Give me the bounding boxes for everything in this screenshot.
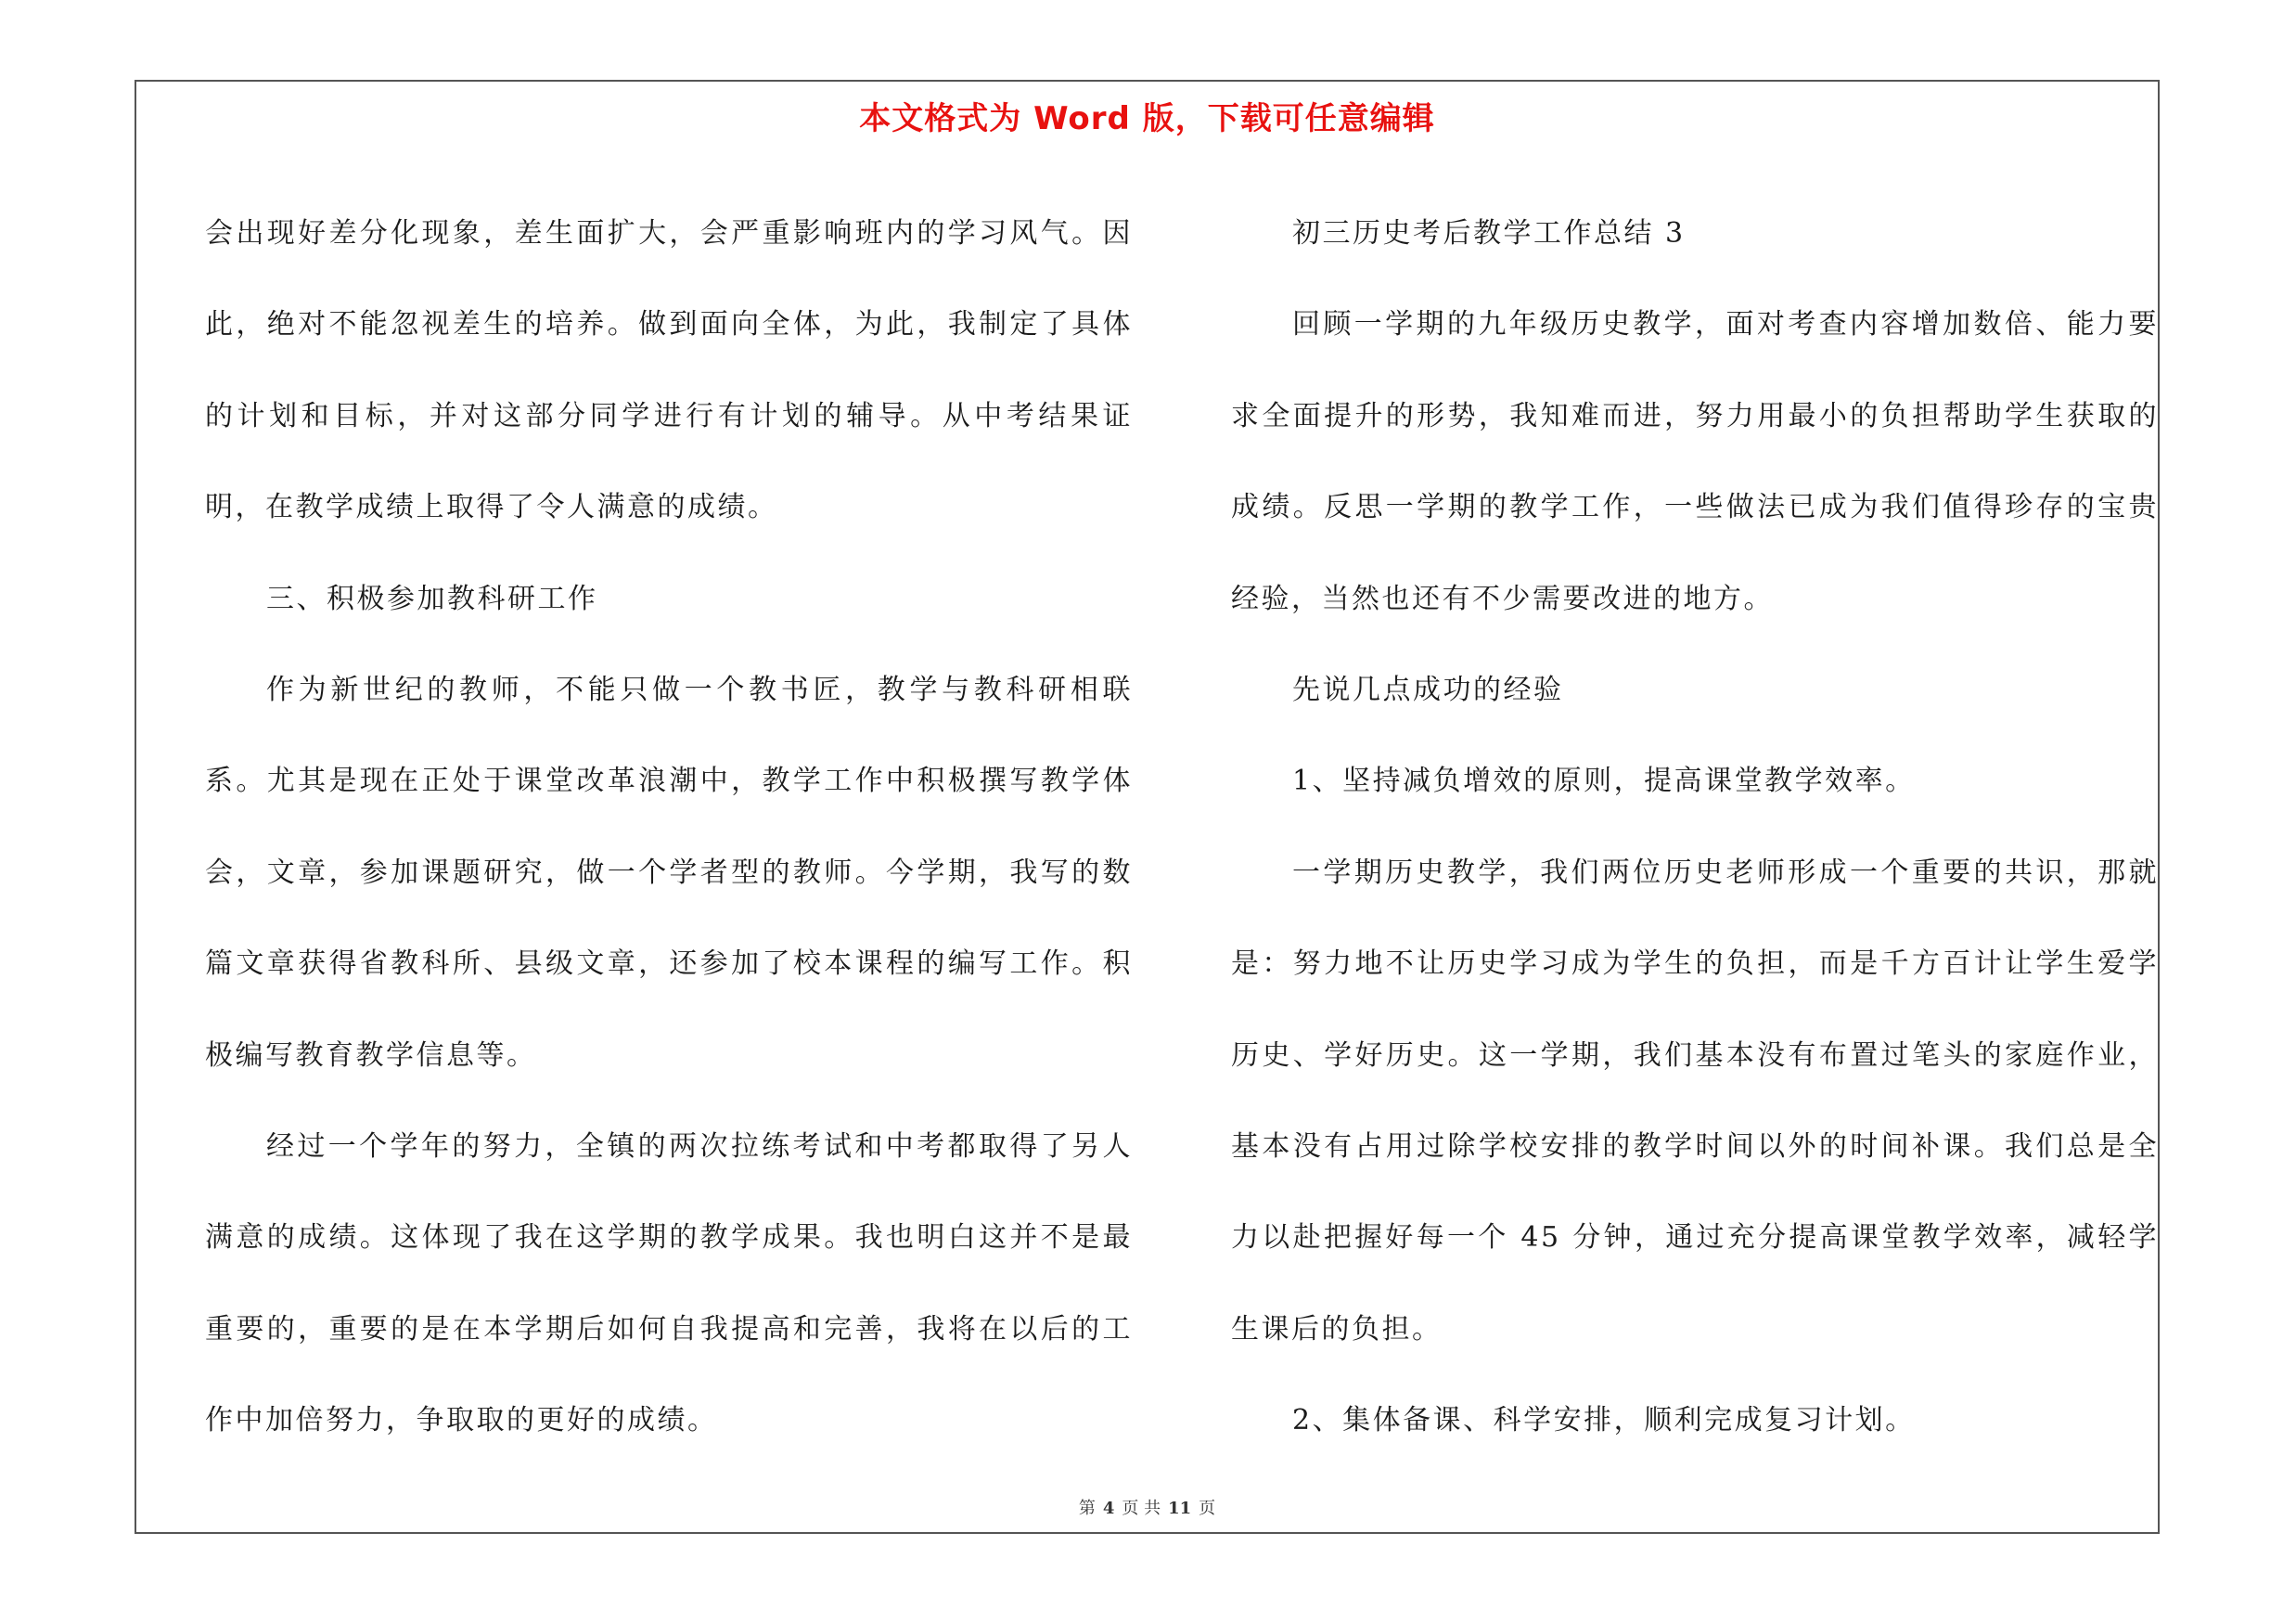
footer-middle: 页 共 xyxy=(1122,1499,1161,1518)
total-pages: 11 xyxy=(1168,1499,1192,1518)
footer-prefix: 第 xyxy=(1078,1499,1096,1518)
page-footer xyxy=(136,1495,2158,1519)
right-column xyxy=(1231,188,2159,1467)
section-heading: 先说几点成功的经验 xyxy=(1292,674,1564,707)
footer-suffix: 页 xyxy=(1199,1499,1216,1518)
paragraph: 经过一个学年的努力，全镇的两次拉练考试和中考都取得了另人满意的成绩。这体现了我在这学期的教学成果。我也明白这并不是最重要的，重要的是在本学期后如何自我提高和完善，我将在以后的工作中加倍努力，争取取的更好的成绩。 xyxy=(205,1130,1133,1437)
article-title: 初三历史考后教学工作总结 3 xyxy=(1292,217,1686,250)
paragraph: 会出现好差分化现象，差生面扩大，会严重影响班内的学习风气。因此，绝对不能忽视差生的培养。做到面向全体，为此，我制定了具体的计划和目标，并对这部分同学进行有计划的辅导。从中考结果证明，在教学成绩上取得了令人满意的成绩。 xyxy=(205,217,1133,524)
list-item: 1、坚持减负增效的原则，提高课堂教学效率。 xyxy=(1292,765,1916,798)
paragraph: 一学期历史教学，我们两位历史老师形成一个重要的共识，那就是：努力地不让历史学习成为学生的负担，而是千方百计让学生爱学历史、学好历史。这一学期，我们基本没有布置过笔头的家庭作业，基本没有占用过除学校安排的教学时间以外的时间补课。我们总是全力以赴把握好每一个 45 分钟，通过充分提高课堂教学效率，减轻学生课后的负担。 xyxy=(1231,856,2159,1346)
format-banner: 本文格式为 Word 版，下载可任意编辑 xyxy=(859,100,1435,137)
section-heading: 三、积极参加教科研工作 xyxy=(266,582,598,615)
list-item: 2、集体备课、科学安排，顺利完成复习计划。 xyxy=(1292,1404,1916,1437)
paragraph: 回顾一学期的九年级历史教学，面对考查内容增加数倍、能力要求全面提升的形势，我知难而进，努力用最小的负担帮助学生获取的成绩。反思一学期的教学工作，一些做法已成为我们值得珍存的宝贵经验，当然也还有不少需要改进的地方。 xyxy=(1231,308,2159,615)
page-frame xyxy=(135,80,2160,1534)
page-number: 4 xyxy=(1102,1499,1115,1518)
paragraph: 作为新世纪的教师，不能只做一个教书匠，教学与教科研相联系。尤其是现在正处于课堂改革浪潮中，教学工作中积极撰写教学体会，文章，参加课题研究，做一个学者型的教师。今学期，我写的数篇文章获得省教科所、县级文章，还参加了校本课程的编写工作。积极编写教育教学信息等。 xyxy=(205,674,1133,1072)
left-column xyxy=(205,188,1133,1467)
